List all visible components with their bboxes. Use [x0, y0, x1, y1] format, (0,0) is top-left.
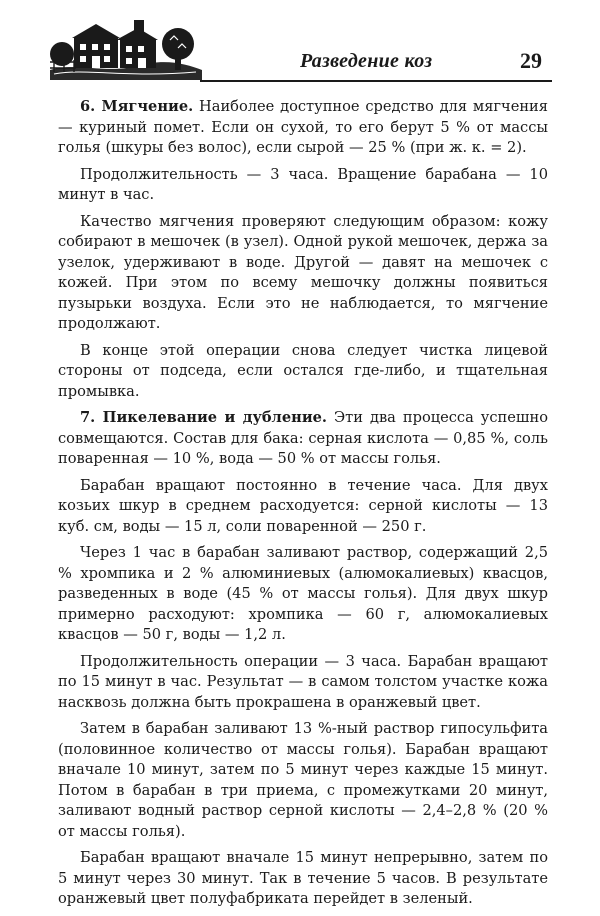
paragraph — [58, 543, 548, 646]
page-number: 29 — [520, 48, 542, 73]
paragraph-text: Продолжительность — 3 часа. Вращение барабана — 10 минут в час. — [58, 165, 548, 203]
paragraph-text: Затем в барабан заливают 13 %-ный раствор гипосульфита (половинное количество от массы голья). Барабан вращают вначале 10 минут, затем по 5 минут через каждые 15 минут. Потом в барабан в три приема, с промежутками 20 минут, заливают водный раствор серной кислоты — 2,4–2,8 % (20 % от массы голья). — [58, 720, 548, 840]
paragraph-text: Барабан вращают вначале 15 минут непрерывно, затем по 5 минут через 30 минут. Так в течение 5 часов. В результате оранжевый цвет полуфабриката перейдет в зеленый. — [58, 849, 548, 907]
paragraph-text: Продолжительность операции — 3 часа. Барабан вращают по 15 минут в час. Результат — в самом толстом участке кожа насквозь должна быть прокрашена в оранжевый цвет. — [58, 652, 548, 711]
section-heading: 7. Пикелевание и дубление. — [80, 409, 328, 426]
farm-illustration-icon — [46, 14, 206, 82]
page-body — [58, 97, 548, 916]
paragraph — [58, 408, 548, 470]
header-rule — [200, 80, 552, 82]
paragraph — [58, 212, 548, 335]
page-header — [0, 0, 600, 95]
paragraph — [58, 97, 548, 159]
paragraph-text: Эти два процесса успешно совмещаются. Состав для бака: серная кислота — 0,85 %, соль поваренная — 10 %, вода — 50 % от массы голья. — [58, 409, 548, 467]
paragraph — [58, 652, 548, 714]
paragraph-text: Наиболее доступное средство для мягчения — куриный помет. Если он сухой, то его берут 5 % от массы голья (шкуры без волос), если сырой — 25 % (при ж. к. = 2). — [58, 98, 548, 156]
running-title: Разведение коз — [300, 50, 433, 72]
paragraph-text: В конце этой операции снова следует чистка лицевой стороны от подседа, если остался где-либо, и тщательная промывка. — [58, 341, 548, 400]
section-heading: 6. Мягчение. — [80, 98, 194, 115]
paragraph — [58, 476, 548, 538]
paragraph — [58, 848, 548, 910]
paragraph — [58, 341, 548, 403]
paragraph-text: Через 1 час в барабан заливают раствор, содержащий 2,5 % хромпика и 2 % алюминиевых (алюмокалиевых) квасцов, разведенных в воде (45 % от массы голья). Для двух шкур примерно расходуют: хромпика — 60 г, алюмокалиевых квасцов — 50 г, воды — 1,2 л. — [58, 544, 548, 643]
paragraph-text: Барабан вращают постоянно в течение часа. Для двух козьих шкур в среднем расходуется: серной кислоты — 13 куб. см, воды — 15 л, соли поваренной — 250 г. — [58, 476, 548, 535]
paragraph-text: Качество мягчения проверяют следующим образом: кожу собирают в мешочек (в узел). Одной рукой мешочек, держа за узелок, удерживают в воде. Другой — давят на мешочек с кожей. При этом по всему мешочку должны появиться пузырьки воздуха. Если это не наблюдается, то мягчение продолжают. — [58, 212, 548, 332]
paragraph — [58, 719, 548, 842]
paragraph — [58, 165, 548, 206]
